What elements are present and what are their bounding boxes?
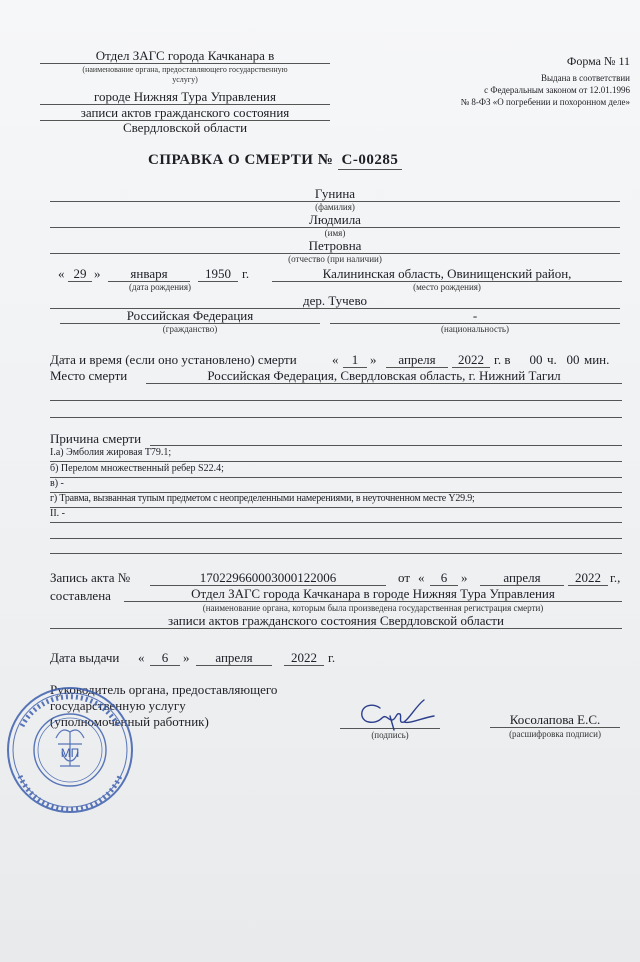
birth-month: января [130,266,168,281]
certificate-title [148,152,402,170]
organ-hint: (наименование органа, предоставляющего государственную [82,65,288,74]
issue-month: апреля [215,650,253,665]
record-year: 2022 [575,570,601,585]
cause-v: в) - [50,478,64,489]
birth-year: 1950 [205,266,231,281]
death-year: 2022 [458,352,484,367]
citizenship-hint: (гражданство) [162,324,218,334]
certificate-number: С-00285 [338,152,403,170]
signatory-line-3: (уполномоченный работник) [50,714,209,729]
cause-label-line [150,445,622,446]
record-quote-close: » [461,570,468,585]
death-place-value: Российская Федерация, Свердловская область, г. Нижний Тагил [207,368,561,383]
cause-g: г) Травма, вызванная тупым предметом с неопределенными намерениями, в неуточненном месте Y29.9; [50,493,475,504]
signatory-line-2: государственную услугу [50,698,186,713]
form-basis-1: Выдана в соответствии [540,73,630,83]
form-basis-2: с Федеральным законом от 12.01.1996 [484,85,630,95]
record-organ-2: записи актов гражданского состояния Свердловской области [168,613,504,628]
issue-day-line [150,665,180,666]
death-hours-suffix: ч. [547,352,557,367]
birth-day: 29 [73,266,87,281]
death-date-label: Дата и время (если оно установлено) смерти [50,352,297,367]
form-basis-3: № 8-ФЗ «О погребении и похоронном деле» [460,97,630,107]
record-composed-label: составлена [50,588,111,603]
signatory-name-hint: (расшифровка подписи) [509,729,601,739]
birth-place-hint: (место рождения) [413,282,481,292]
surname-hint: (фамилия) [315,202,355,212]
death-place-line [146,383,622,384]
issue-year: 2022 [291,650,317,665]
birth-quote-close: » [94,266,101,281]
cause-label: Причина смерти [50,431,142,446]
organ-hint-2: услугу) [172,75,198,84]
nationality-hint: (национальность) [441,324,509,334]
death-hours: 00 [529,352,543,367]
signatory-name-line [490,727,620,728]
cause-b-line [50,477,622,478]
death-minutes-suffix: мин. [584,352,610,367]
signatory-name: Косолапова Е.С. [509,712,601,727]
record-quote-open: « [418,570,425,585]
issue-quote-close: » [183,650,190,665]
record-organ-line [124,601,622,602]
cause-ia: I.а) Эмболия жировая T79.1; [50,447,172,458]
death-quote-open: « [332,352,339,367]
birth-quote-open: « [58,266,65,281]
birth-date-hint: (дата рождения) [129,282,191,292]
death-quote-close: » [370,352,377,367]
record-from: от [398,570,411,585]
record-organ-line-2 [50,628,622,629]
citizenship-value: Российская Федерация [126,308,254,323]
signatory-line-1: Руководитель органа, предоставляющего [50,682,278,697]
form-number: Форма № 11 [566,54,630,68]
issue-quote-open: « [138,650,145,665]
signature-hint: (подпись) [371,730,409,740]
issue-month-line [196,665,272,666]
blank-line-4 [50,553,622,554]
organ-line-3: записи актов гражданского состояния [80,105,290,120]
organ-underline-1 [40,63,330,64]
cause-g-line [50,507,622,508]
death-month: апреля [398,352,436,367]
record-number: 170229660003000122006 [199,570,337,585]
organ-line-2: городе Нижняя Тура Управления [94,89,276,104]
birth-place-2: дер. Тучево [302,293,368,308]
record-label: Запись акта № [50,570,131,585]
blank-line-1 [50,400,622,401]
name-value: Людмила [309,212,361,227]
handwritten-signature [350,694,440,734]
patronymic-value: Петровна [308,238,362,253]
issue-date-label: Дата выдачи [50,650,120,665]
issue-day: 6 [161,650,169,665]
death-year-suffix: г. в [494,352,511,367]
stamp-mp-label: МП [60,746,80,760]
surname-value: Гунина [314,186,356,201]
official-stamp-seal [0,680,140,820]
death-place-label: Место смерти [50,368,128,383]
record-organ: Отдел ЗАГС города Качканара в городе Нижняя Тура Управления [191,586,555,601]
record-month: апреля [503,570,541,585]
issue-year-line [284,665,324,666]
nationality-value: - [472,308,478,323]
cause-ii-line [50,522,622,523]
title-text: СПРАВКА О СМЕРТИ № [148,152,334,168]
record-day: 6 [440,570,448,585]
death-minutes: 00 [566,352,580,367]
organ-line-4: Свердловской области [122,120,248,135]
organ-line-1: Отдел ЗАГС города Качканара в [95,48,275,63]
record-organ-hint: (наименование органа, которым была произведена государственная регистрация смерти) [202,603,544,613]
cause-b: б) Перелом множественный ребер S22.4; [50,463,224,474]
record-year-suffix: г., [610,570,621,585]
birth-year-suffix: г. [242,266,250,281]
birth-place-1: Калининская область, Овинищенский район, [322,266,572,281]
name-hint: (имя) [324,228,346,238]
blank-line-3 [50,538,622,539]
cause-ii: II. - [50,508,65,519]
blank-line-2 [50,417,622,418]
issue-year-suffix: г. [328,650,336,665]
cause-ia-line [50,461,622,462]
patronymic-hint: (отчество (при наличии) [288,254,382,264]
death-day: 1 [351,352,359,367]
